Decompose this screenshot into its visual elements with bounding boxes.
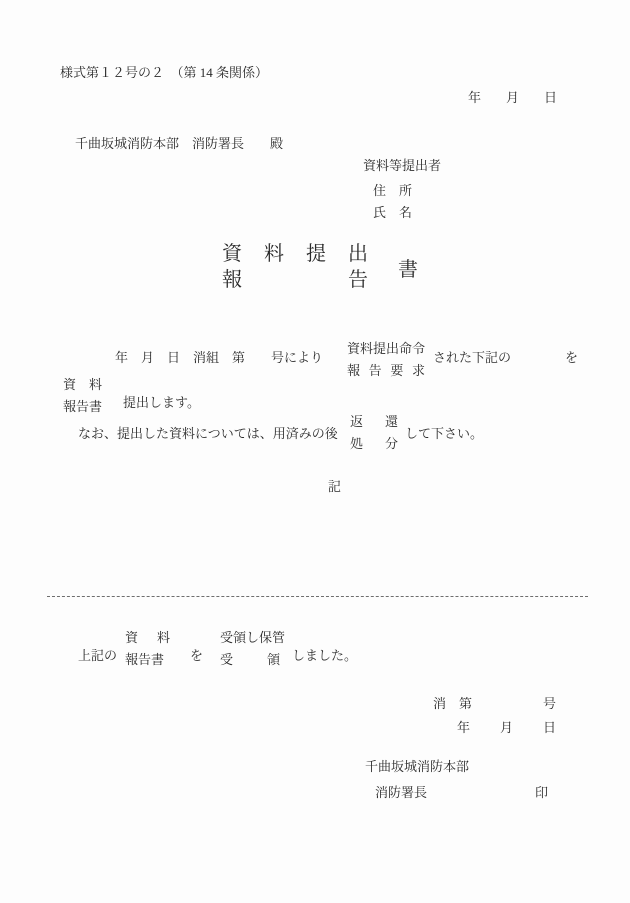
body-line2: 提出します。: [123, 395, 200, 410]
receipt-suffix: しました。: [292, 648, 358, 663]
receipt-prefix: 上記の: [78, 648, 118, 663]
org-name: 千曲坂城消防本部: [365, 759, 470, 774]
note-suffix: して下さい。: [405, 426, 484, 441]
receipt-choice-receive-bottom: 受 領: [220, 652, 280, 667]
choice-order-top: 資料提出命令: [347, 341, 426, 356]
choice-order-bottom: 報 告 要 求: [347, 363, 425, 378]
receipt-choice-receive-stack: [220, 627, 285, 671]
document-title-row1: 資 料 提 出: [222, 243, 368, 265]
receipt-choice-doc-stack: [125, 627, 170, 671]
document-title: [222, 241, 418, 293]
receipt-doc-number: [433, 697, 556, 712]
note-prefix: なお、提出した資料については、用済みの後: [78, 426, 338, 441]
receipt-particle: を: [190, 648, 204, 663]
receipt-doc-number-left: 消 第: [433, 696, 473, 711]
document-title-rows: [222, 241, 368, 293]
receipt-choice-doc-bottom: 報告書: [125, 652, 165, 667]
ki-marker: 記: [328, 479, 342, 494]
chief-title: 消防署長: [375, 785, 428, 800]
choice-return-stack: [350, 411, 398, 455]
receipt-choice-doc-top: 資 料: [125, 630, 170, 645]
form-number: 様式第１２号の２ （第 14 条関係）: [60, 65, 269, 80]
body-line1-end: を: [565, 350, 579, 365]
receipt-date-blank: 年 月 日: [457, 720, 556, 735]
choice-return-top: 返 還: [350, 414, 398, 429]
body-line1-middle: された下記の: [433, 350, 512, 365]
document-title-suffix: 書: [398, 258, 418, 281]
submitter-address-label: 住 所: [373, 183, 413, 198]
choice-doc-bottom: 報告書: [63, 399, 103, 414]
issue-date-blank: 年 月 日: [468, 90, 557, 105]
receipt-choice-receive-top: 受領し保管: [220, 630, 286, 645]
choice-return-bottom: 処 分: [350, 436, 398, 451]
body-line1-prefix: 年 月 日 消組 第 号により: [115, 350, 324, 365]
addressee-line: 千曲坂城消防本部 消防署長 殿: [75, 136, 284, 151]
choice-order-stack: [347, 338, 425, 382]
submitter-label: 資料等提出者: [363, 158, 442, 173]
document-title-row2: 報 告: [222, 269, 368, 291]
receipt-doc-number-right: 号: [542, 696, 556, 711]
submitter-name-label: 氏 名: [373, 205, 413, 220]
choice-doc-top: 資 料: [63, 377, 102, 392]
choice-doc-stack: [63, 374, 102, 418]
seal-mark: 印: [535, 785, 549, 800]
dashed-separator-line: [47, 596, 588, 597]
